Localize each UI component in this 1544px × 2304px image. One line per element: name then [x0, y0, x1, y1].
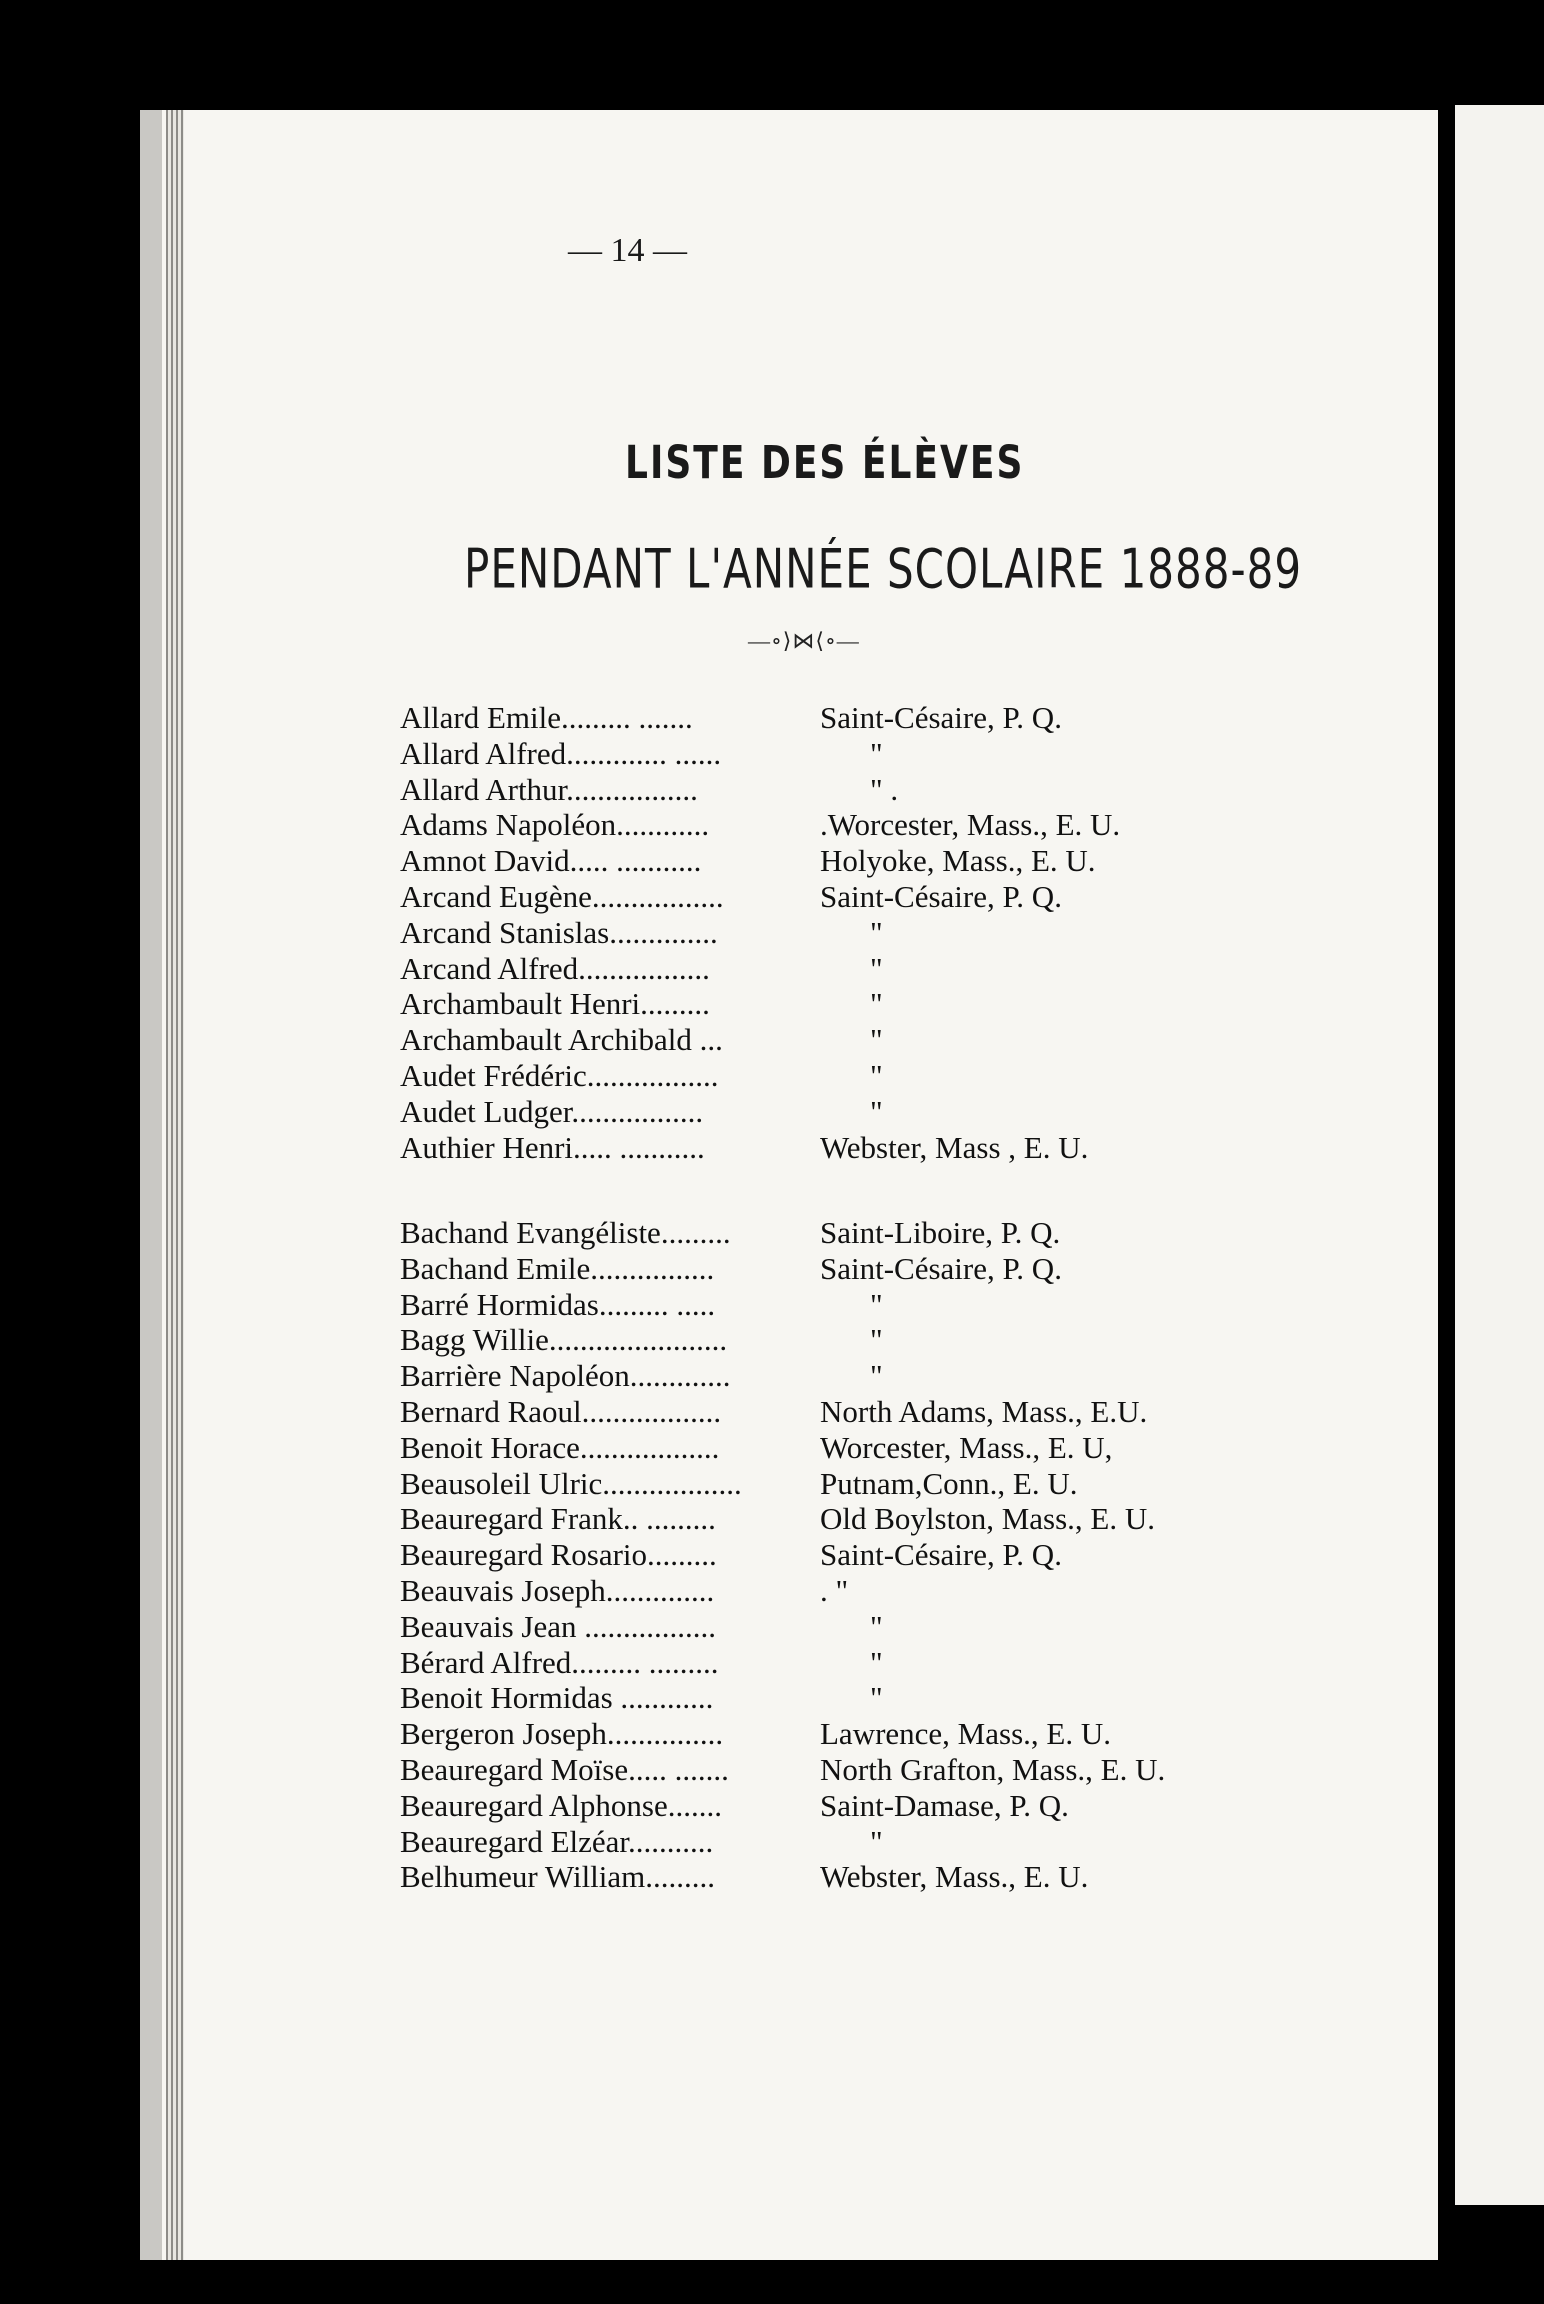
student-name: Beauregard Elzéar...........	[400, 1823, 714, 1859]
student-place: "	[870, 950, 883, 986]
student-place: " .	[870, 771, 899, 807]
student-entry	[400, 736, 1260, 772]
student-entry	[400, 1680, 1260, 1716]
student-name: Benoit Hormidas ............	[400, 1680, 714, 1716]
student-entry	[400, 1501, 1260, 1537]
student-entry	[400, 1824, 1260, 1860]
student-name: Allard Alfred............. ......	[400, 735, 722, 771]
student-name: Bagg Willie.......................	[400, 1322, 728, 1358]
student-place: "	[870, 1644, 883, 1680]
student-place: "	[870, 1608, 883, 1644]
student-entry	[400, 1358, 1260, 1394]
student-entry	[400, 1130, 1260, 1166]
student-place: North Adams, Mass., E.U.	[820, 1394, 1148, 1429]
student-place: "	[870, 914, 883, 950]
student-place: "	[870, 1058, 883, 1093]
student-place: Saint-Césaire, P. Q.	[820, 700, 1062, 735]
student-place: Webster, Mass , E. U.	[820, 1129, 1089, 1165]
student-entry	[400, 1788, 1260, 1824]
student-entry	[400, 951, 1260, 987]
book-page	[140, 110, 1438, 2260]
student-entry	[400, 1752, 1260, 1788]
student-place: Putnam,Conn., E. U.	[820, 1465, 1078, 1501]
student-place: "	[870, 986, 883, 1022]
student-place: Saint-Liboire, P. Q.	[820, 1215, 1061, 1250]
student-name: Audet Ludger.................	[400, 1093, 704, 1129]
student-name: Bachand Evangéliste.........	[400, 1215, 731, 1250]
student-place: Saint-Césaire, P. Q.	[820, 879, 1062, 914]
student-name: Archambault Archibald ...	[400, 1022, 723, 1058]
student-entry	[400, 700, 1260, 736]
student-place: "	[870, 1022, 883, 1058]
student-name: Beauregard Alphonse.......	[400, 1787, 722, 1823]
student-name: Allard Arthur.................	[400, 771, 698, 807]
student-entry	[400, 1287, 1260, 1323]
student-entry	[400, 879, 1260, 915]
student-place: Saint-Damase, P. Q.	[820, 1787, 1069, 1823]
student-name: Bérard Alfred......... .........	[400, 1644, 719, 1680]
student-entry	[400, 1058, 1260, 1094]
student-place: Old Boylston, Mass., E. U.	[820, 1501, 1155, 1537]
student-entry	[400, 1022, 1260, 1058]
student-name: Beauregard Rosario.........	[400, 1537, 717, 1573]
student-entry	[400, 1394, 1260, 1430]
student-entry	[400, 1322, 1260, 1358]
student-name: Belhumeur William.........	[400, 1859, 716, 1895]
student-entry	[400, 807, 1260, 843]
adjacent-page-edge	[1455, 105, 1544, 2205]
student-entry	[400, 1430, 1260, 1466]
student-entry	[400, 772, 1260, 808]
page-subtitle: PENDANT L'ANNÉE SCOLAIRE 1888-89	[464, 537, 1303, 601]
student-place: "	[870, 1823, 883, 1859]
ornament-divider: —∘⟩⋈⟨∘—	[748, 628, 860, 653]
student-name: Barré Hormidas......... .....	[400, 1286, 716, 1322]
student-entry	[400, 1645, 1260, 1681]
student-name: Benoit Horace..................	[400, 1429, 720, 1465]
student-place: "	[870, 1322, 883, 1358]
student-name: Beauvais Joseph..............	[400, 1573, 715, 1608]
student-place: "	[870, 1358, 883, 1394]
student-name: Arcand Eugène.................	[400, 879, 724, 914]
student-name: Beausoleil Ulric..................	[400, 1465, 742, 1501]
student-name: Barrière Napoléon.............	[400, 1358, 731, 1394]
student-name: Arcand Alfred.................	[400, 950, 710, 986]
student-entry	[400, 1609, 1260, 1645]
student-place: Webster, Mass., E. U.	[820, 1859, 1089, 1895]
student-place: North Grafton, Mass., E. U.	[820, 1752, 1166, 1787]
student-place: "	[870, 1680, 883, 1716]
student-name: Allard Emile......... .......	[400, 700, 693, 735]
student-entry	[400, 986, 1260, 1022]
student-place: Lawrence, Mass., E. U.	[820, 1716, 1111, 1752]
student-name: Audet Frédéric.................	[400, 1058, 719, 1093]
student-name: Bernard Raoul..................	[400, 1394, 722, 1429]
student-name: Arcand Stanislas..............	[400, 914, 718, 950]
student-entry	[400, 1094, 1260, 1130]
student-entry	[400, 1251, 1260, 1287]
student-place: .Worcester, Mass., E. U.	[820, 807, 1121, 843]
student-name: Bergeron Joseph...............	[400, 1716, 724, 1752]
page-title: LISTE DES ÉLÈVES	[625, 438, 1025, 490]
student-name: Beauregard Moïse..... .......	[400, 1752, 729, 1787]
student-entry	[400, 1537, 1260, 1573]
student-name: Amnot David..... ...........	[400, 843, 702, 879]
student-place: "	[870, 1093, 883, 1129]
student-entry	[400, 915, 1260, 951]
student-entry	[400, 1215, 1260, 1251]
student-entry	[400, 1859, 1260, 1895]
student-name: Beauvais Jean .................	[400, 1608, 716, 1644]
student-entry	[400, 1716, 1260, 1752]
student-name: Archambault Henri.........	[400, 986, 710, 1022]
student-name: Bachand Emile................	[400, 1250, 715, 1286]
student-place: Holyoke, Mass., E. U.	[820, 843, 1096, 879]
student-entry	[400, 1573, 1260, 1609]
student-name: Beauregard Frank.. .........	[400, 1501, 716, 1537]
student-name: Authier Henri..... ...........	[400, 1129, 705, 1165]
student-name: Adams Napoléon............	[400, 807, 710, 843]
student-place: "	[870, 1286, 883, 1322]
student-place: Saint-Césaire, P. Q.	[820, 1250, 1062, 1286]
student-place: . "	[820, 1573, 849, 1608]
student-entry	[400, 843, 1260, 879]
student-place: "	[870, 735, 883, 771]
student-place: Saint-Césaire, P. Q.	[820, 1537, 1062, 1573]
student-entry	[400, 1466, 1260, 1502]
student-place: Worcester, Mass., E. U,	[820, 1429, 1113, 1465]
